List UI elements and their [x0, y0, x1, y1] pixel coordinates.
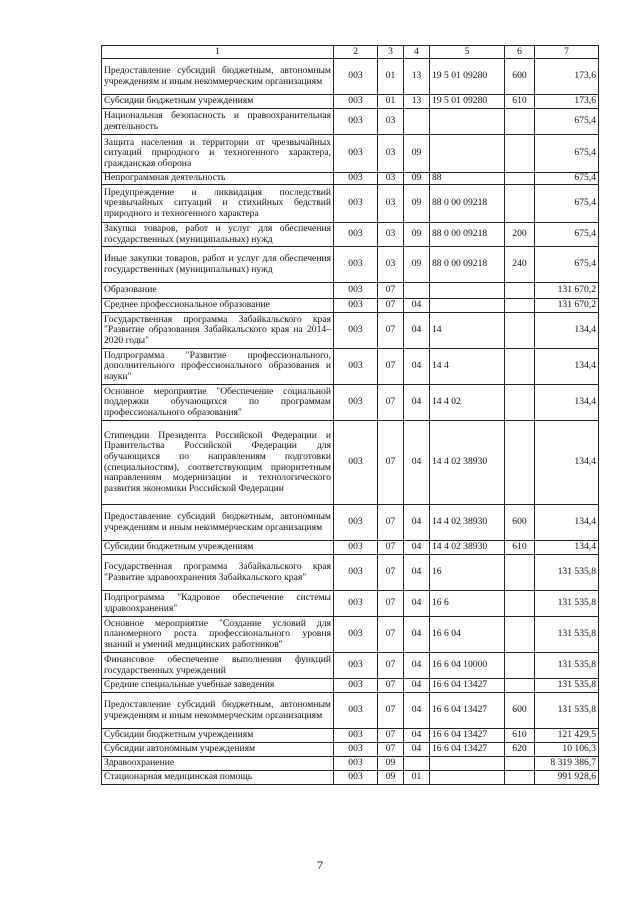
cell-expense-type: 600 — [505, 693, 535, 729]
cell-name: Стипендии Президента Российской Федерации и Правительства Российской Федерации для обучающихся по направлениям подготовки (специальностям), соответствующим приоритетным направлениям модернизации и технологического развития экономики Российской Федерации — [102, 421, 334, 505]
table-row — [102, 771, 599, 785]
table-row — [102, 95, 599, 109]
budget-table — [101, 45, 599, 785]
table-row — [102, 617, 599, 653]
cell-section: 09 — [378, 757, 404, 771]
cell-target-article: 16 6 04 10000 — [430, 653, 505, 679]
cell-target-article: 14 4 02 38930 — [430, 541, 505, 555]
cell-section: 01 — [378, 59, 404, 95]
table-row — [102, 541, 599, 555]
cell-amount: 131 535,8 — [535, 591, 599, 617]
cell-admin-code: 003 — [334, 109, 378, 135]
cell-section: 07 — [378, 349, 404, 385]
cell-expense-type: 240 — [505, 247, 535, 283]
cell-subsection: 04 — [404, 743, 430, 757]
cell-admin-code: 003 — [334, 299, 378, 313]
cell-expense-type — [505, 349, 535, 385]
cell-name: Предупреждение и ликвидация последствий чрезвычайных ситуаций и стихийных бедствий природного и техногенного характера — [102, 185, 334, 223]
cell-expense-type — [505, 313, 535, 349]
cell-subsection: 04 — [404, 349, 430, 385]
table-row — [102, 555, 599, 591]
cell-expense-type: 620 — [505, 743, 535, 757]
cell-target-article: 19 5 01 09280 — [430, 95, 505, 109]
cell-admin-code: 003 — [334, 185, 378, 223]
cell-section: 07 — [378, 743, 404, 757]
table-row — [102, 693, 599, 729]
cell-amount: 675,4 — [535, 223, 599, 247]
table-row — [102, 109, 599, 135]
cell-name: Национальная безопасность и правоохранительная деятельность — [102, 109, 334, 135]
cell-target-article: 14 — [430, 313, 505, 349]
cell-subsection: 04 — [404, 653, 430, 679]
cell-admin-code: 003 — [334, 313, 378, 349]
col-header-2: 2 — [334, 46, 378, 59]
cell-amount: 131 670,2 — [535, 283, 599, 299]
cell-target-article — [430, 771, 505, 785]
cell-section: 07 — [378, 693, 404, 729]
cell-target-article: 16 6 04 13427 — [430, 729, 505, 743]
cell-name: Государственная программа Забайкальского края "Развитие образования Забайкальского края на 2014–2020 годы" — [102, 313, 334, 349]
col-header-3: 3 — [378, 46, 404, 59]
cell-section: 03 — [378, 185, 404, 223]
table-row — [102, 247, 599, 283]
cell-amount: 991 928,6 — [535, 771, 599, 785]
table-row — [102, 135, 599, 173]
cell-amount: 131 535,8 — [535, 653, 599, 679]
cell-section: 03 — [378, 173, 404, 185]
table-row — [102, 313, 599, 349]
table-row — [102, 743, 599, 757]
cell-subsection: 09 — [404, 223, 430, 247]
cell-section: 07 — [378, 385, 404, 421]
cell-expense-type: 610 — [505, 541, 535, 555]
cell-admin-code: 003 — [334, 421, 378, 505]
cell-name: Субсидии бюджетным учреждениям — [102, 541, 334, 555]
cell-expense-type — [505, 591, 535, 617]
cell-subsection: 04 — [404, 313, 430, 349]
cell-target-article — [430, 757, 505, 771]
table-row — [102, 729, 599, 743]
cell-subsection — [404, 757, 430, 771]
cell-expense-type — [505, 653, 535, 679]
cell-admin-code: 003 — [334, 349, 378, 385]
cell-amount: 121 429,5 — [535, 729, 599, 743]
page-number: 7 — [317, 858, 323, 872]
cell-name: Подпрограмма "Кадровое обеспечение системы здравоохранения" — [102, 591, 334, 617]
cell-admin-code: 003 — [334, 757, 378, 771]
cell-admin-code: 003 — [334, 679, 378, 693]
cell-subsection — [404, 109, 430, 135]
cell-target-article: 16 6 04 13427 — [430, 693, 505, 729]
cell-admin-code: 003 — [334, 135, 378, 173]
cell-name: Подпрограмма "Развитие профессионального, дополнительного профессионального образования и науки" — [102, 349, 334, 385]
cell-section: 07 — [378, 283, 404, 299]
cell-target-article: 16 6 — [430, 591, 505, 617]
cell-expense-type — [505, 283, 535, 299]
cell-expense-type: 610 — [505, 729, 535, 743]
cell-expense-type — [505, 173, 535, 185]
cell-admin-code: 003 — [334, 541, 378, 555]
table-row — [102, 385, 599, 421]
cell-expense-type: 600 — [505, 59, 535, 95]
cell-target-article — [430, 299, 505, 313]
cell-expense-type — [505, 385, 535, 421]
cell-target-article: 88 0 00 09218 — [430, 185, 505, 223]
cell-name: Непрограммная деятельность — [102, 173, 334, 185]
cell-subsection: 04 — [404, 385, 430, 421]
cell-expense-type — [505, 185, 535, 223]
cell-target-article — [430, 135, 505, 173]
cell-amount: 131 535,8 — [535, 693, 599, 729]
cell-section: 07 — [378, 505, 404, 541]
cell-admin-code: 003 — [334, 771, 378, 785]
cell-expense-type — [505, 617, 535, 653]
cell-subsection: 13 — [404, 95, 430, 109]
cell-target-article: 88 — [430, 173, 505, 185]
cell-admin-code: 003 — [334, 173, 378, 185]
cell-amount: 134,4 — [535, 421, 599, 505]
cell-target-article — [430, 109, 505, 135]
table-row — [102, 421, 599, 505]
cell-expense-type — [505, 299, 535, 313]
cell-amount: 675,4 — [535, 185, 599, 223]
cell-section: 07 — [378, 591, 404, 617]
cell-admin-code: 003 — [334, 729, 378, 743]
cell-name: Иные закупки товаров, работ и услуг для обеспечения государственных (муниципальных) нужд — [102, 247, 334, 283]
cell-amount: 134,4 — [535, 313, 599, 349]
cell-subsection: 04 — [404, 729, 430, 743]
table-row — [102, 173, 599, 185]
cell-subsection: 04 — [404, 679, 430, 693]
cell-subsection: 09 — [404, 135, 430, 173]
cell-subsection: 04 — [404, 541, 430, 555]
table-body — [102, 59, 599, 785]
cell-amount: 173,6 — [535, 95, 599, 109]
cell-subsection: 04 — [404, 505, 430, 541]
cell-admin-code: 003 — [334, 223, 378, 247]
cell-section: 03 — [378, 109, 404, 135]
cell-admin-code: 003 — [334, 653, 378, 679]
col-header-4: 4 — [404, 46, 430, 59]
cell-name: Основное мероприятие "Создание условий для планомерного роста профессионального уровня знаний и умений медицинских работников" — [102, 617, 334, 653]
table-row — [102, 679, 599, 693]
cell-subsection: 04 — [404, 617, 430, 653]
table-row — [102, 59, 599, 95]
cell-expense-type — [505, 679, 535, 693]
cell-section: 07 — [378, 653, 404, 679]
cell-subsection: 09 — [404, 173, 430, 185]
cell-section: 07 — [378, 313, 404, 349]
cell-amount: 134,4 — [535, 385, 599, 421]
cell-section: 07 — [378, 421, 404, 505]
cell-amount: 675,4 — [535, 135, 599, 173]
cell-target-article: 16 6 04 13427 — [430, 679, 505, 693]
cell-section: 07 — [378, 729, 404, 743]
cell-target-article — [430, 283, 505, 299]
cell-name: Основное мероприятие "Обеспечение социальной поддержки обучающихся по программам профессионального образования" — [102, 385, 334, 421]
cell-subsection: 04 — [404, 421, 430, 505]
cell-section: 07 — [378, 679, 404, 693]
cell-expense-type — [505, 421, 535, 505]
cell-name: Закупка товаров, работ и услуг для обеспечения государственных (муниципальных) нужд — [102, 223, 334, 247]
cell-subsection: 01 — [404, 771, 430, 785]
cell-target-article: 19 5 01 09280 — [430, 59, 505, 95]
col-header-5: 5 — [430, 46, 505, 59]
cell-name: Средние специальные учебные заведения — [102, 679, 334, 693]
cell-target-article: 16 6 04 13427 — [430, 743, 505, 757]
cell-subsection: 04 — [404, 693, 430, 729]
cell-name: Образование — [102, 283, 334, 299]
cell-target-article: 16 6 04 — [430, 617, 505, 653]
table-row — [102, 505, 599, 541]
cell-admin-code: 003 — [334, 555, 378, 591]
cell-subsection: 04 — [404, 555, 430, 591]
cell-amount: 134,4 — [535, 541, 599, 555]
cell-amount: 675,4 — [535, 109, 599, 135]
cell-name: Субсидии бюджетным учреждениям — [102, 95, 334, 109]
cell-target-article: 88 0 00 09218 — [430, 247, 505, 283]
cell-target-article: 16 — [430, 555, 505, 591]
cell-expense-type: 200 — [505, 223, 535, 247]
cell-subsection — [404, 283, 430, 299]
cell-target-article: 14 4 — [430, 349, 505, 385]
cell-admin-code: 003 — [334, 591, 378, 617]
cell-name: Субсидии бюджетным учреждениям — [102, 729, 334, 743]
table-row — [102, 299, 599, 313]
cell-expense-type — [505, 135, 535, 173]
table-row — [102, 653, 599, 679]
cell-expense-type — [505, 555, 535, 591]
cell-amount: 10 106,3 — [535, 743, 599, 757]
table-row — [102, 185, 599, 223]
cell-section: 07 — [378, 541, 404, 555]
cell-subsection: 04 — [404, 299, 430, 313]
cell-name: Предоставление субсидий бюджетным, автономным учреждениям и иным некоммерческим организациям — [102, 505, 334, 541]
cell-subsection: 09 — [404, 247, 430, 283]
cell-admin-code: 003 — [334, 617, 378, 653]
cell-admin-code: 003 — [334, 59, 378, 95]
cell-name: Среднее профессиональное образование — [102, 299, 334, 313]
cell-subsection: 13 — [404, 59, 430, 95]
cell-amount: 131 535,8 — [535, 555, 599, 591]
cell-subsection: 04 — [404, 591, 430, 617]
table-row — [102, 223, 599, 247]
cell-section: 03 — [378, 135, 404, 173]
cell-target-article: 88 0 00 09218 — [430, 223, 505, 247]
table-row — [102, 757, 599, 771]
cell-expense-type — [505, 771, 535, 785]
col-header-1: 1 — [102, 46, 334, 59]
cell-section: 03 — [378, 223, 404, 247]
col-header-6: 6 — [505, 46, 535, 59]
cell-name: Предоставление субсидий бюджетным, автономным учреждениям и иным некоммерческим организациям — [102, 59, 334, 95]
cell-amount: 173,6 — [535, 59, 599, 95]
cell-target-article: 14 4 02 — [430, 385, 505, 421]
cell-section: 07 — [378, 617, 404, 653]
cell-amount: 131 535,8 — [535, 617, 599, 653]
cell-amount: 131 670,2 — [535, 299, 599, 313]
cell-expense-type — [505, 109, 535, 135]
cell-amount: 131 535,8 — [535, 679, 599, 693]
cell-expense-type: 610 — [505, 95, 535, 109]
cell-section: 09 — [378, 771, 404, 785]
cell-target-article: 14 4 02 38930 — [430, 421, 505, 505]
cell-admin-code: 003 — [334, 505, 378, 541]
cell-name: Здравоохранение — [102, 757, 334, 771]
cell-amount: 675,4 — [535, 247, 599, 283]
cell-admin-code: 003 — [334, 247, 378, 283]
cell-section: 07 — [378, 555, 404, 591]
table-row — [102, 591, 599, 617]
table-row — [102, 349, 599, 385]
cell-admin-code: 003 — [334, 95, 378, 109]
col-header-7: 7 — [535, 46, 599, 59]
cell-amount: 8 319 386,7 — [535, 757, 599, 771]
cell-section: 03 — [378, 247, 404, 283]
cell-amount: 675,4 — [535, 173, 599, 185]
cell-name: Государственная программа Забайкальского края "Развитие здравоохранения Забайкальского края" — [102, 555, 334, 591]
cell-expense-type: 600 — [505, 505, 535, 541]
cell-name: Защита населения и территории от чрезвычайных ситуаций природного и техногенного характера, гражданская оборона — [102, 135, 334, 173]
cell-section: 07 — [378, 299, 404, 313]
cell-name: Финансовое обеспечение выполнения функций государственных учреждений — [102, 653, 334, 679]
cell-amount: 134,4 — [535, 505, 599, 541]
cell-amount: 134,4 — [535, 349, 599, 385]
cell-section: 01 — [378, 95, 404, 109]
cell-expense-type — [505, 757, 535, 771]
header-row — [102, 46, 599, 59]
cell-name: Стационарная медицинская помощь — [102, 771, 334, 785]
cell-admin-code: 003 — [334, 283, 378, 299]
cell-name: Субсидии автономным учреждениям — [102, 743, 334, 757]
table-row — [102, 283, 599, 299]
cell-admin-code: 003 — [334, 385, 378, 421]
cell-admin-code: 003 — [334, 693, 378, 729]
cell-name: Предоставление субсидий бюджетным, автономным учреждениям и иным некоммерческим организациям — [102, 693, 334, 729]
cell-admin-code: 003 — [334, 743, 378, 757]
cell-target-article: 14 4 02 38930 — [430, 505, 505, 541]
cell-subsection: 09 — [404, 185, 430, 223]
